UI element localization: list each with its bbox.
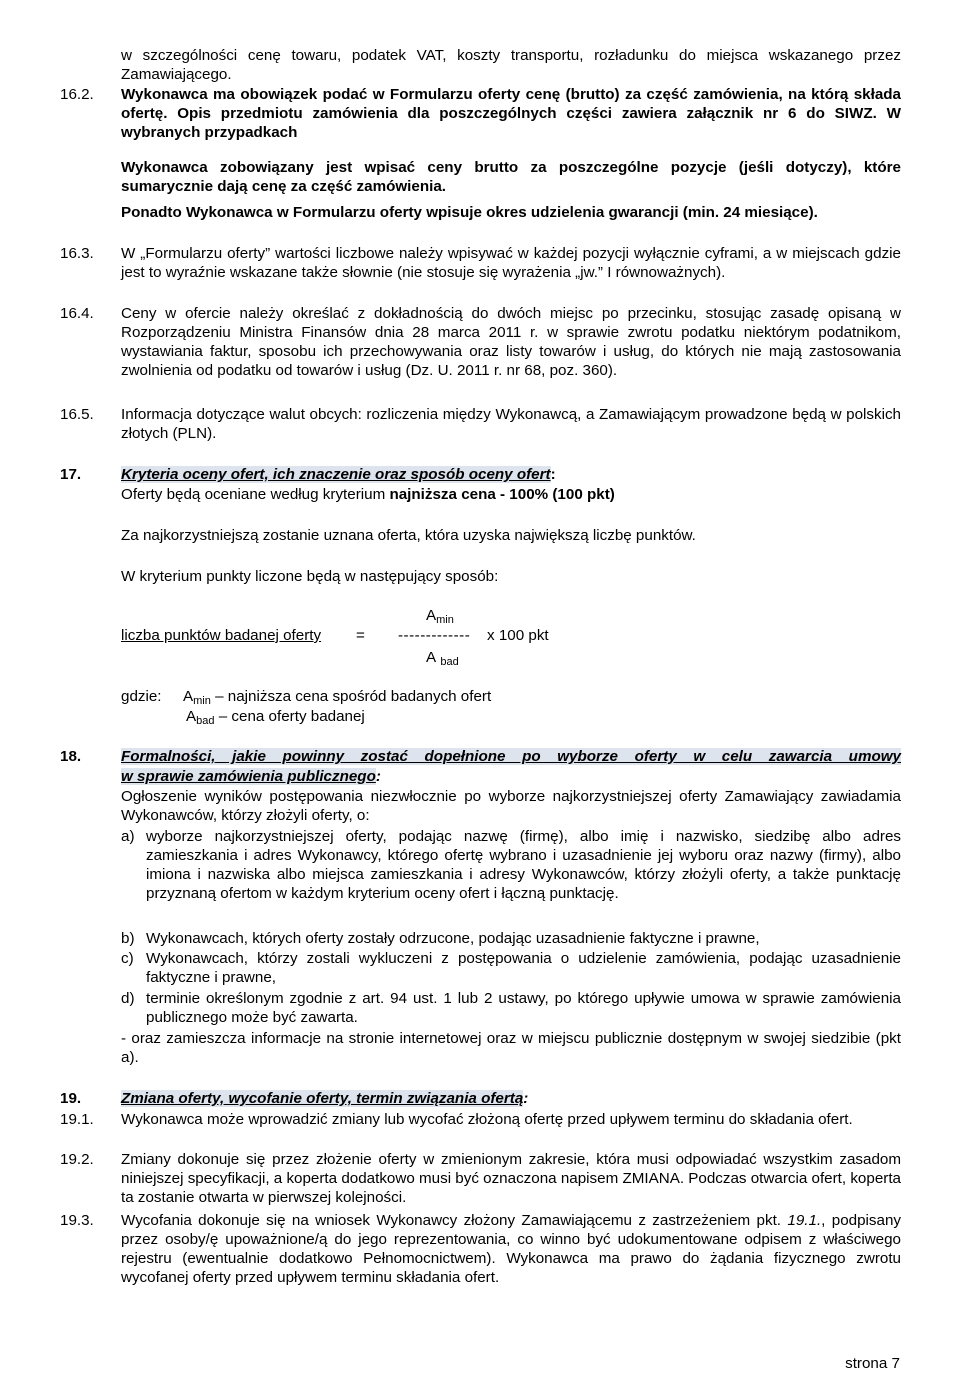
page-number: strona 7 xyxy=(845,1355,900,1372)
section-17-best-offer-line: Za najkorzystniejszą zostanie uznana oferta, która uzyska największą liczbę punktów. xyxy=(121,527,696,544)
where-line-2: Abad – cena oferty badanej xyxy=(186,708,365,727)
section-16-2-paragraph-3: Ponadto Wykonawca w Formularzu oferty wpisuje okres udzielenia gwarancji (min. 24 miesiące). xyxy=(121,204,818,221)
section-number-19: 19. xyxy=(60,1090,82,1107)
formula-numerator: Amin xyxy=(426,607,454,626)
formula-lhs: liczba punktów badanej oferty xyxy=(121,627,322,644)
section-number-19-2: 19.2. xyxy=(60,1151,94,1168)
formula-fraction-line: ------------- xyxy=(398,627,471,644)
section-18-closing: - oraz zamieszcza informacje na stronie internetowej oraz w miejscu publicznie dostępnym w swojej siedzibie (pkt a). xyxy=(121,1030,901,1066)
section-17-points-intro: W kryterium punkty liczone będą w następujący sposób: xyxy=(121,568,499,585)
section-16-5-paragraph: Informacja dotyczące walut obcych: rozliczenia między Wykonawcą, a Zamawiającym prowadzone będą w polskich złotych (PLN). xyxy=(121,406,901,442)
section-number-16-5: 16.5. xyxy=(60,406,94,423)
section-number-17: 17. xyxy=(60,466,82,483)
section-number-16-4: 16.4. xyxy=(60,305,94,322)
formula-denominator: A bad xyxy=(426,649,459,668)
section-number-16-2: 16.2. xyxy=(60,86,94,103)
section-18-intro: Ogłoszenie wyników postępowania niezwłocznie po wyborze najkorzystniejszej oferty Zamawiający zawiadamia Wykonawców, którzy złożyli oferty, o: xyxy=(121,788,901,824)
section-16-2-paragraph-2: Wykonawca zobowiązany jest wpisać ceny brutto za poszczególne pozycje (jeśli dotyczy), które sumarycznie dają cenę za część zamówienia. xyxy=(121,159,901,195)
section-19-3-paragraph: Wycofania dokonuje się na wniosek Wykonawcy złożony Zamawiającemu z zastrzeżeniem pkt. 19.1., podpisany przez osoby/ę upoważnione/ą do jego reprezentowania, co winno być udokumentowane odpisem z właściwego rejestru (ewentualnie dodatkowo Pełnomocnictwem). Wykonawca ma prawo do żądania fizycznego zwrotu wycofanej oferty przed upływem terminu składania ofert. xyxy=(121,1212,901,1286)
section-18-item-b: b) Wykonawcach, których oferty zostały odrzucone, podając uzasadnienie faktyczne i prawne, xyxy=(121,930,760,947)
section-17-criterion-line xyxy=(121,485,901,504)
formula-equals: = xyxy=(356,627,365,644)
section-17-heading xyxy=(121,465,901,484)
section-16-3-paragraph: W „Formularzu oferty” wartości liczbowe należy wpisywać w każdej pozycji wyłącznie cyframi, a w miejscach gdzie jest to wyraźnie wskazane także słownie (nie stosuje się wyrażenia „jw.” I równoważnych). xyxy=(121,245,901,281)
criterion-bold-text: najniższa cena - 100% (100 pkt) xyxy=(389,486,615,503)
section-18-item-d: d) terminie określonym zgodnie z art. 94 ust. 1 lub 2 ustawy, po którego upływie umowa w sprawie zamówienia publicznego może być zawarta. xyxy=(121,990,901,1026)
section-number-19-1: 19.1. xyxy=(60,1111,94,1128)
section-number-16-3: 16.3. xyxy=(60,245,94,262)
section-number-18: 18. xyxy=(60,748,82,765)
where-line-1: Amin – najniższa cena spośród badanych ofert xyxy=(183,688,492,707)
section-18-item-a: a) wyborze najkorzystniejszej oferty, podając nazwę (firmę), albo imię i nazwisko, siedzibę albo adres zamieszkania i adres Wykonawcy, którego ofertę wybrano i uzasadnienie jej wyboru oraz nazwy (firmy), albo imiona i nazwiska albo miejsca zamieszkania i adresy Wykonawców, którzy złożyli oferty, a także punktację przyznaną ofertom w każdym kryterium oceny ofert i łączną punktację. xyxy=(121,828,901,902)
section-number-19-3: 19.3. xyxy=(60,1212,94,1229)
section-18-heading-line-1: Formalności, jakie powinny zostać dopełnione po wyborze oferty w celu zawarcia umowy xyxy=(121,748,901,765)
continuation-paragraph: w szczególności cenę towaru, podatek VAT, koszty transportu, rozładunku do miejsca wskazanego przez Zamawiającego. xyxy=(121,47,901,83)
formula-multiplier: x 100 pkt xyxy=(487,627,549,644)
section-19-heading: Zmiana oferty, wycofanie oferty, termin związania ofertą: xyxy=(121,1090,529,1107)
section-18-item-c: c) Wykonawcach, którzy zostali wykluczeni z postępowania o udzielenie zamówienia, podając uzasadnienie faktyczne i prawne, xyxy=(121,950,901,986)
criterion-plain-text: Oferty będą oceniane według kryterium xyxy=(121,486,390,503)
section-16-4-paragraph: Ceny w ofercie należy określać z dokładnością do dwóch miejsc po przecinku, stosując zasadę opisaną w Rozporządzeniu Ministra Finansów dnia 28 marca 2011 r. w sprawie zwrotu podatku niektórym podatnikom, wystawiania faktur, sposobu ich przechowywania oraz listy towarów i usług, do których nie mają zastosowania zwolnienia od podatku od towarów i usług (Dz. U. 2011 r. nr 68, poz. 360). xyxy=(121,305,901,379)
section-16-2-paragraph-1: Wykonawca ma obowiązek podać w Formularzu oferty cenę (brutto) za część zamówienia, na którą składa ofertę. Opis przedmiotu zamówienia dla poszczególnych części zawiera załącznik nr 6 do SIWZ. W wybranych przypadkach xyxy=(121,86,901,141)
section-17-heading-colon: : xyxy=(550,466,556,483)
section-19-1-paragraph: Wykonawca może wprowadzić zmiany lub wycofać złożoną ofertę przed upływem terminu do składania ofert. xyxy=(121,1111,853,1128)
section-19-2-paragraph: Zmiany dokonuje się przez złożenie oferty w zmienionym zakresie, która musi odpowiadać wszystkim zasadom niniejszej specyfikacji, a koperta dodatkowo musi być oznaczona napisem ZMIANA. Podczas otwarcia ofert, koperta ta zostanie otwarta w pierwszej kolejności. xyxy=(121,1151,901,1206)
section-17-heading-text: Kryteria oceny ofert, ich znaczenie oraz sposób oceny ofert xyxy=(121,466,551,483)
where-label: gdzie: xyxy=(121,688,162,705)
section-18-heading-line-2: w sprawie zamówienia publicznego: xyxy=(121,768,381,785)
